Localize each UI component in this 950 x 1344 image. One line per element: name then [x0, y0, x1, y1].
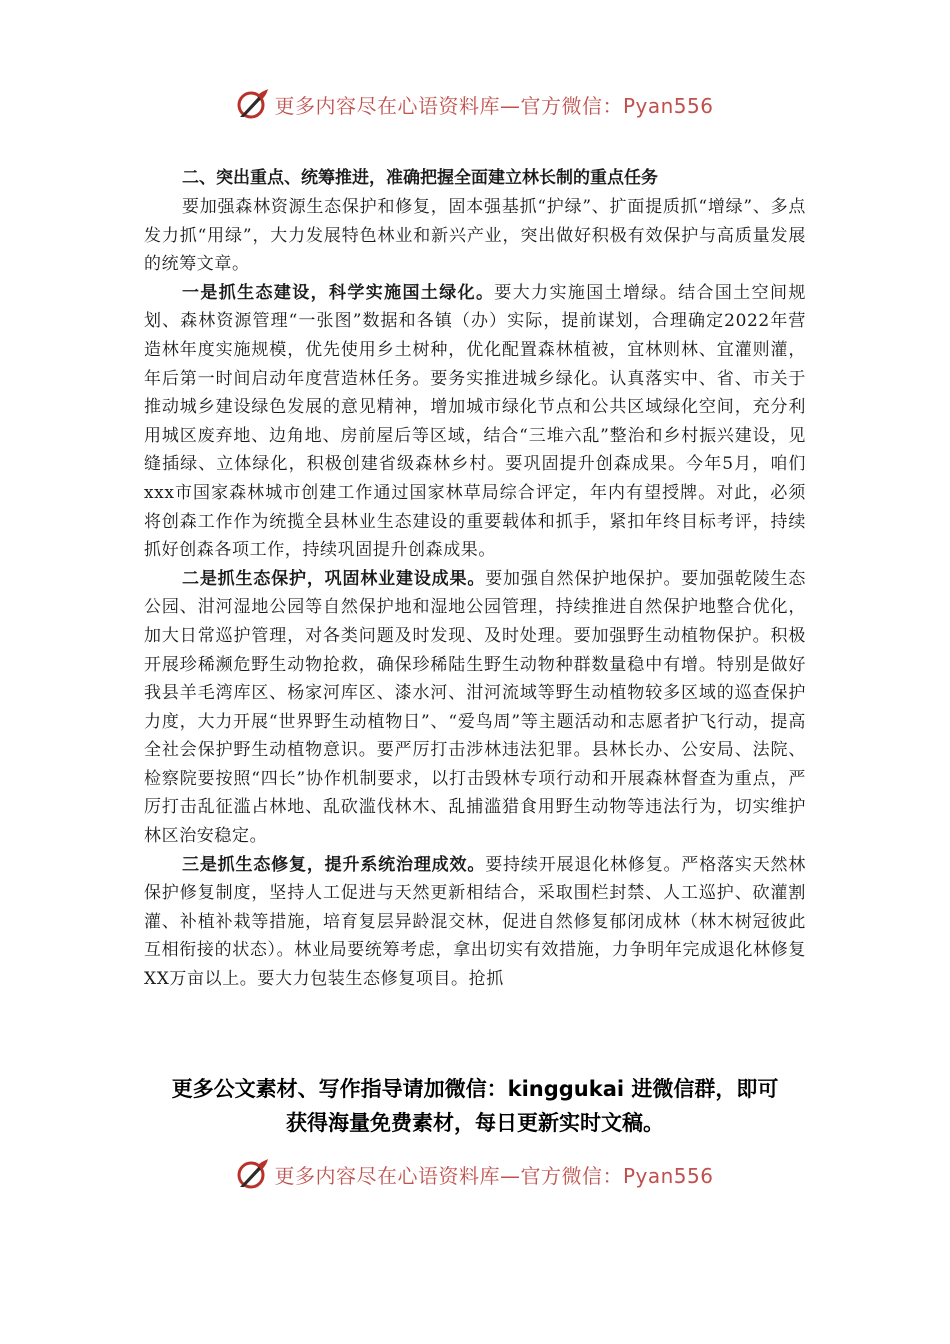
watermark-text: 更多内容尽在心语资料库—官方微信：Pyan556: [274, 1163, 714, 1188]
promo-line-1: 更多公文素材、写作指导请加微信：kinggukai 进微信群，即可: [171, 1077, 779, 1101]
intro-paragraph: 要加强森林资源生态保护和修复，固本强基抓“护绿”、扩面提质抓“增绿”、多点发力抓“用绿”，大力发展特色林业和新兴产业，突出做好积极有效保护与高质量发展的统筹文章。: [144, 197, 806, 275]
paragraph-body: 要加强自然保护地保护。要加强乾陵生态公园、泔河湿地公园等自然保护地和湿地公园管理，持续推进自然保护地整合优化，加大日常巡护管理，对各类问题及时发现、及时处理。要加强野生动植物保护。积极开展珍稀濒危野生动物抢救，确保珍稀陆生野生动物种群数量稳中有增。特别是做好我县羊毛湾库区、杨家河库区、漆水河、泔河流域等野生动植物较多区域的巡查保护力度，大力开展“世界野生动植物日”、“爱鸟周”等主题活动和志愿者护飞行动，提高全社会保护野生动植物意识。要严厉打击涉林违法犯罪。县林长办、公安局、法院、检察院要按照“四长”协作机制要求，以打击毁林专项行动和开展森林督查为重点，严厉打击乱征滥占林地、乱砍滥伐林木、乱捕滥猎食用野生动物等违法行为，切实维护林区治安稳定。: [144, 568, 806, 847]
paragraph-lead: 三是抓生态修复，提升系统治理成效。: [182, 854, 486, 875]
paragraph-lead: 二是抓生态保护，巩固林业建设成果。: [182, 568, 486, 589]
quill-pen-logo-icon: [236, 1157, 270, 1191]
watermark-text: 更多内容尽在心语资料库—官方微信：Pyan556: [274, 93, 714, 118]
header-watermark: [0, 82, 950, 126]
paragraph-ecological-restoration: [144, 851, 806, 994]
quill-pen-logo-icon: [236, 87, 270, 121]
promo-line-2: 获得海量免费素材，每日更新实时文稿。: [286, 1111, 664, 1135]
paragraph-lead: 一是抓生态建设，科学实施国土绿化。: [182, 282, 495, 303]
document-body: [144, 164, 806, 994]
section-heading: 二、突出重点、统筹推进，准确把握全面建立林长制的重点任务: [182, 168, 658, 188]
paragraph-body: 要持续开展退化林修复。严格落实天然林保护修复制度，坚持人工促进与天然更新相结合，采取围栏封禁、人工巡护、砍灌割灌、补植补栽等措施，培育复层异龄混交林，促进自然修复郁闭成林（林木树冠彼此互相衔接的状态）。林业局要统筹考虑，拿出切实有效措施，力争明年完成退化林修复XX万亩以上。要大力包装生态修复项目。抢抓: [144, 854, 806, 990]
promo-notice: [0, 1072, 950, 1140]
paragraph-ecological-protection: [144, 565, 806, 851]
paragraph-ecological-construction: [144, 279, 806, 565]
footer-watermark: [0, 1152, 950, 1196]
paragraph-body: 要大力实施国土增绿。结合国土空间规划、森林资源管理“一张图”数据和各镇（办）实际，提前谋划，合理确定2022年营造林年度实施规模，优先使用乡土树种，优化配置森林植被，宜林则林、宜灌则灌，年后第一时间启动年度营造林任务。要务实推进城乡绿化。认真落实中、省、市关于推动城乡建设绿色发展的意见精神，增加城市绿化节点和公共区域绿化空间，充分利用城区废弃地、边角地、房前屋后等区域，结合“三堆六乱”整治和乡村振兴建设，见缝插绿、立体绿化，积极创建省级森林乡村。要巩固提升创森成果。今年5月，咱们xxx市国家森林城市创建工作通过国家林草局综合评定，年内有望授牌。对此，必须将创森工作作为统揽全县林业生态建设的重要载体和抓手，紧扣年终目标考评，持续抓好创森各项工作，持续巩固提升创森成果。: [144, 282, 806, 561]
